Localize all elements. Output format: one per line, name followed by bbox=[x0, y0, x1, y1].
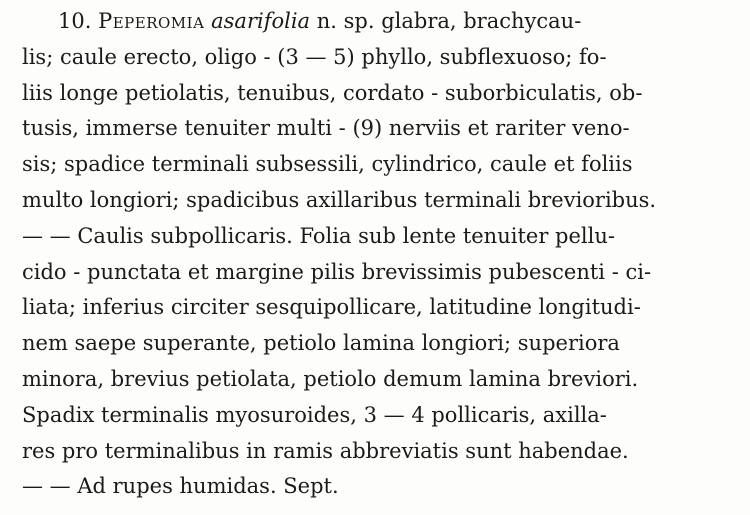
entry-line-9: liata; inferius circiter sesquipollicare, latitudine longitudi- bbox=[22, 295, 641, 320]
entry-line-6: multo longiori; spadicibus axillaribus terminali brevioribus. bbox=[22, 187, 657, 212]
entry-line-8: cido - punctata et margine pilis brevissimis pubescenti - ci- bbox=[22, 259, 652, 284]
entry-text-1: n. sp. glabra, brachycau- bbox=[316, 9, 582, 33]
entry-line-7: — — Caulis subpollicaris. Folia sub lente tenuiter pellu- bbox=[22, 223, 615, 248]
entry-line-5: sis; spadice terminali subsessili, cylindrico, caule et foliis bbox=[22, 152, 633, 177]
species-entry bbox=[22, 4, 734, 505]
entry-line-11: minora, brevius petiolata, petiolo demum lamina breviori. bbox=[22, 366, 639, 391]
entry-line-14: — — Ad rupes humidas. Sept. bbox=[22, 474, 339, 499]
genus-name: Peperomia bbox=[98, 9, 205, 33]
entry-line-1 bbox=[22, 4, 734, 40]
entry-line-12: Spadix terminalis myosuroides, 3 — 4 pollicaris, axilla- bbox=[22, 402, 607, 427]
entry-number: 10. bbox=[58, 9, 92, 33]
entry-line-10: nem saepe superante, petiolo lamina longiori; superiora bbox=[22, 331, 620, 356]
species-epithet: asarifolia bbox=[211, 9, 311, 33]
entry-line-4: tusis, immerse tenuiter multi - (9) nerviis et rariter veno- bbox=[22, 116, 630, 141]
entry-line-2: lis; caule erecto, oligo - (3 — 5) phyllo, subflexuoso; fo- bbox=[22, 44, 607, 69]
entry-line-13: res pro terminalibus in ramis abbreviatis sunt habendae. bbox=[22, 438, 629, 463]
entry-line-3: liis longe petiolatis, tenuibus, cordato - suborbiculatis, ob- bbox=[22, 80, 643, 105]
